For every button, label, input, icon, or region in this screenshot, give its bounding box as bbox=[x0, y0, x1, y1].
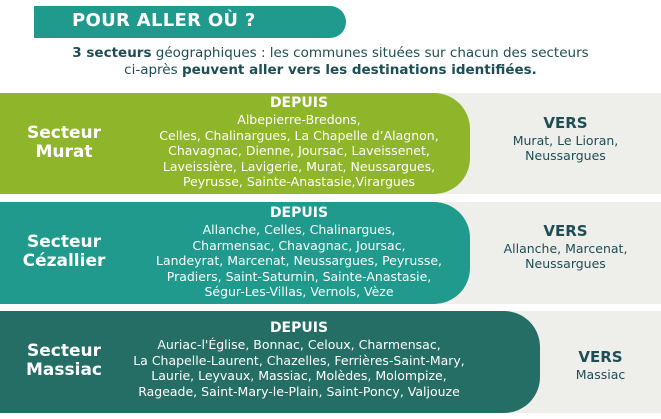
sector-cezallier-vers-line: Allanche, Marcenat, bbox=[503, 241, 628, 256]
sector-murat-depuis-line: Chavagnac, Dienne, Joursac, Laveissenet, bbox=[168, 143, 430, 158]
sector-cezallier-depuis bbox=[128, 205, 470, 300]
sector-cezallier-depuis-line: Landeyrat, Marcenat, Neussargues, Peyrusse, bbox=[155, 253, 443, 268]
sector-cezallier-name-line-2: Cézallier bbox=[22, 251, 106, 271]
sector-massiac-depuis-line: Rageade, Saint-Mary-le-Plain, Saint-Poncy, Valjouze bbox=[138, 383, 460, 399]
sector-murat-depuis bbox=[128, 95, 470, 190]
sector-massiac-vers-line: Massiac bbox=[575, 367, 626, 382]
sector-cezallier-name-line-1: Secteur bbox=[27, 232, 101, 252]
intro-bold-start: 3 secteurs bbox=[72, 45, 152, 61]
sector-murat-name-line-1: Secteur bbox=[27, 123, 101, 143]
sector-murat-vers-title: VERS bbox=[543, 114, 588, 132]
sector-murat-vers bbox=[470, 114, 661, 163]
sector-massiac-depuis-title: DEPUIS bbox=[269, 320, 329, 336]
sector-massiac-name bbox=[0, 342, 128, 380]
sector-massiac-vers bbox=[540, 348, 661, 382]
sector-murat-vers-line: Murat, Le Lioran, bbox=[512, 133, 619, 148]
sector-massiac bbox=[0, 311, 540, 413]
page-title: POUR ALLER OÙ ? bbox=[72, 10, 256, 31]
intro-paragraph bbox=[0, 45, 661, 79]
sector-murat-depuis-line: Peyrusse, Sainte-Anastasie,Virargues bbox=[182, 174, 416, 189]
sector-massiac-depuis-line: La Chapelle-Laurent, Chazelles, Ferrières-Saint-Mary, bbox=[133, 352, 465, 368]
intro-line-1 bbox=[0, 45, 661, 62]
sector-massiac-name-line-2: Massiac bbox=[25, 360, 102, 380]
sector-cezallier-depuis-line: Charmensac, Chavagnac, Joursac, bbox=[192, 237, 406, 253]
sector-massiac-depuis bbox=[128, 320, 470, 399]
sector-cezallier-vers-title: VERS bbox=[543, 222, 588, 240]
sector-cezallier-vers bbox=[470, 222, 661, 271]
sector-murat-name-line-2: Murat bbox=[35, 142, 93, 162]
intro-line-2 bbox=[0, 62, 661, 79]
sector-cezallier bbox=[0, 202, 470, 304]
sector-murat-depuis-title: DEPUIS bbox=[269, 95, 329, 111]
sector-murat-depuis-line: Albepierre-Bredons, bbox=[237, 112, 361, 127]
sector-cezallier-depuis-line: Pradiers, Saint-Saturnin, Sainte-Anastasie, bbox=[166, 268, 432, 284]
sector-cezallier-depuis-line: Allanche, Celles, Chalinargues, bbox=[202, 222, 396, 237]
sector-massiac-name-line-1: Secteur bbox=[27, 341, 101, 361]
sector-murat-depuis-line: Laveissière, Lavigerie, Murat, Neussargues, bbox=[162, 158, 436, 174]
sector-cezallier-depuis-title: DEPUIS bbox=[269, 205, 329, 221]
sector-murat-name bbox=[0, 124, 128, 162]
sector-cezallier-name bbox=[0, 233, 128, 271]
intro-bold-end: peuvent aller vers les destinations identifiées. bbox=[181, 62, 537, 78]
intro-text-1: géographiques : les communes situées sur chacun des secteurs bbox=[151, 45, 589, 61]
intro-text-2: ci-après bbox=[124, 62, 182, 78]
sector-murat-vers-line: Neussargues bbox=[525, 148, 606, 163]
sector-massiac-depuis-line: Laurie, Leyvaux, Massiac, Molèdes, Molompize, bbox=[151, 368, 447, 383]
sector-cezallier-vers-line: Neussargues bbox=[525, 256, 606, 271]
title-banner bbox=[34, 6, 346, 38]
sector-murat-depuis-line: Celles, Chalinargues, La Chapelle d’Alagnon, bbox=[159, 127, 439, 143]
sector-cezallier-depuis-line: Ségur-Les-Villas, Vernols, Vèze bbox=[204, 284, 394, 299]
sector-massiac-depuis-line: Auriac-l'Église, Bonnac, Celoux, Charmensac, bbox=[157, 337, 441, 352]
sector-massiac-vers-title: VERS bbox=[578, 348, 623, 366]
sector-murat bbox=[0, 93, 470, 194]
